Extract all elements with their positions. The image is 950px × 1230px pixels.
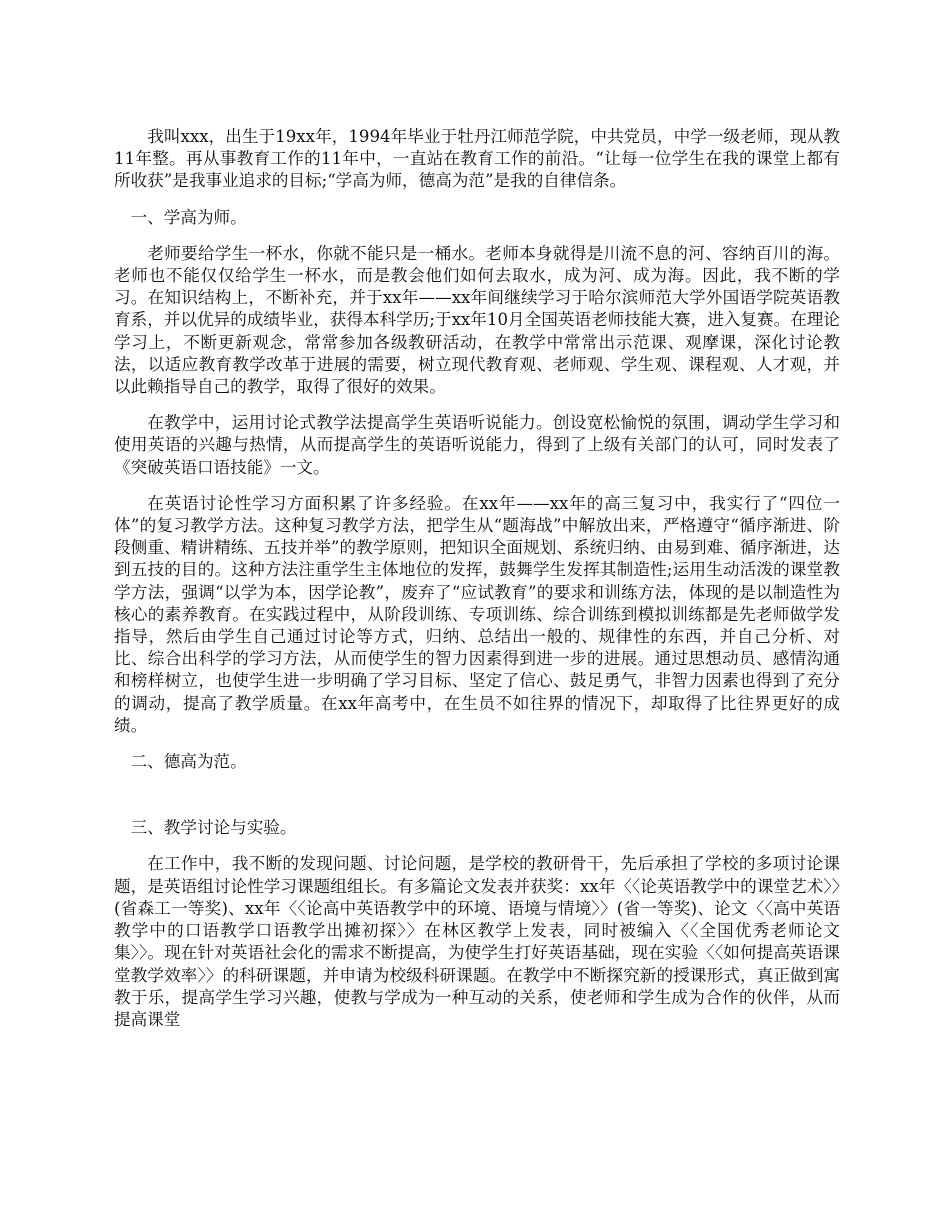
section-heading-2: 二、德高为范。 bbox=[130, 752, 247, 772]
section-heading-1: 一、学高为师。 bbox=[130, 207, 247, 227]
document-page bbox=[114, 126, 840, 1045]
section-1-paragraph-2: 在教学中，运用讨论式教学法提高学生英语听说能力。创设宽松愉悦的氛围，调动学生学习和使用英语的兴趣与热情，从而提高学生的英语听说能力，得到了上级有关部门的认可，同时发表了《突破英语口语技能》一文。 bbox=[114, 413, 840, 477]
section-1-paragraph-1: 老师要给学生一杯水，你就不能只是一桶水。老师本身就得是川流不息的河、容纳百川的海。老师也不能仅仅给学生一杯水，而是教会他们如何去取水，成为河、成为海。因此，我不断的学习。在知识结构上，不断补充，并于xx年——xx年间继续学习于哈尔滨师范大学外国语学院英语教育系，并以优异的成绩毕业，获得本科学历;于xx年10月全国英语老师技能大赛，进入复赛。在理论学习上，不断更新观念，常常参加各级教研活动，在教学中常常出示范课、观摩课，深化讨论教法，以适应教育教学改革于进展的需要，树立现代教育观、老师观、学生观、课程观、人才观，并以此赖指导自己的教学，取得了很好的效果。 bbox=[114, 243, 840, 397]
section-heading-3: 三、教学讨论与实验。 bbox=[130, 818, 297, 838]
section-1-paragraph-3: 在英语讨论性学习方面积累了许多经验。在xx年——xx年的高三复习中，我实行了“四位一体”的复习教学方法。这种复习教学方法，把学生从“题海战”中解放出来，严格遵守“循序渐进、阶段侧重、精讲精练、五技并举”的教学原则，把知识全面规划、系统归纳、由易到难、循序渐进，达到五技的目的。这种方法注重学生主体地位的发挥，鼓舞学生发挥其制造性;运用生动活泼的课堂教学方法，强调“以学为本，因学论教”，废弃了“应试教育”的要求和训练方法，体现的是以制造性为核心的素养教育。在实践过程中，从阶段训练、专项训练、综合训练到模拟训练都是先老师做学发指导，然后由学生自己通过讨论等方式，归纳、总结出一般的、规律性的东西，并自己分析、对比、综合出科学的学习方法，从而使学生的智力因素得到进一步的进展。通过思想动员、感情沟通和榜样树立，也使学生进一步明确了学习目标、坚定了信心、鼓足勇气，非智力因素也得到了充分的调动，提高了教学质量。在xx年高考中，在生员不如往界的情况下，却取得了比往界更好的成绩。 bbox=[114, 493, 840, 735]
intro-paragraph: 我叫xxx，出生于19xx年，1994年毕业于牡丹江师范学院，中共党员，中学一级老师，现从教11年整。再从事教育工作的11年中，一直站在教育工作的前沿。“让每一位学生在我的课堂上都有所收获”是我事业追求的目标;“学高为师，德高为范”是我的自律信条。 bbox=[114, 127, 840, 191]
section-2-blank-space bbox=[114, 787, 840, 817]
section-3-paragraph-1: 在工作中，我不断的发现问题、讨论问题，是学校的教研骨干，先后承担了学校的多项讨论课题，是英语组讨论性学习课题组组长。有多篇论文发表并获奖：xx年〈〈论英语教学中的课堂艺术〉〉(省森工一等奖)、xx年〈〈论高中英语教学中的环境、语境与情境〉〉(省一等奖)、论文〈〈高中英语教学中的口语教学口语教学出摊初探〉〉在林区教学上发表，同时被编入〈〈全国优秀老师论文集〉〉。现在针对英语社会化的需求不断提高，为使学生打好英语基础，现在实验〈〈如何提高英语课堂教学效率〉〉的科研课题，并申请为校级科研课题。在教学中不断探究新的授课形式，真正做到寓教于乐，提高学生学习兴趣，使教与学成为一种互动的关系，使老师和学生成为合作的伙伴，从而提高课堂 bbox=[114, 854, 840, 1029]
